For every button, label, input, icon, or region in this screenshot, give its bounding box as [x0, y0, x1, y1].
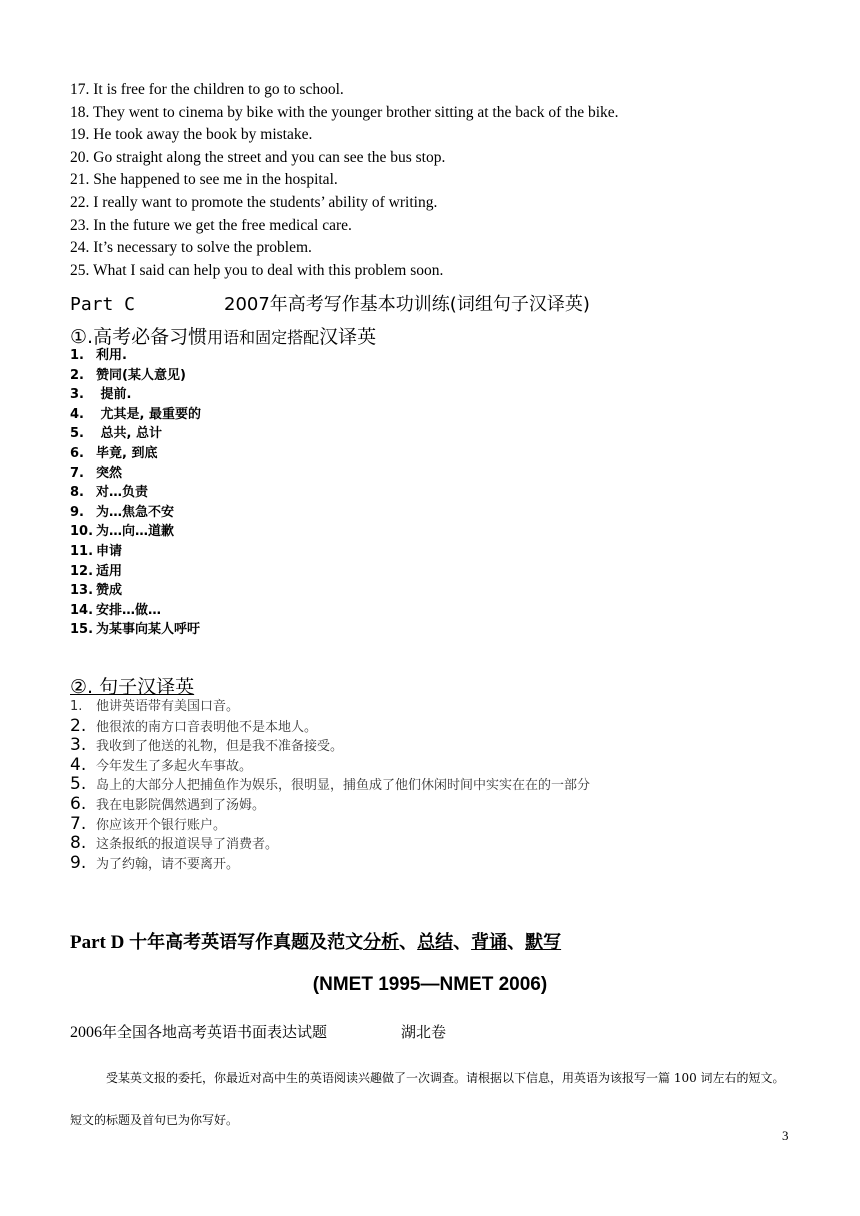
item-number: 5. — [70, 426, 84, 442]
item-text: 突然 — [96, 465, 123, 481]
item-number: 6. — [70, 793, 87, 814]
list-item — [70, 775, 590, 795]
list-item — [70, 562, 201, 582]
item-text: 他很浓的南方口音表明他不是本地人。 — [96, 719, 318, 735]
section1-heading-small: 用语和固定搭配 — [207, 328, 320, 347]
item-number: 8. — [70, 485, 84, 501]
item-text: 他讲英语带有美国口音。 — [96, 699, 240, 714]
item-number: 12. — [70, 563, 94, 579]
exam-region: 湖北卷 — [401, 1023, 447, 1041]
section2-heading: ②. 句子汉译英 — [70, 676, 195, 698]
part-c-title: 2007年高考写作基本功训练(词组句子汉译英) — [224, 294, 590, 315]
part-d-title-plain: 十年高考英语写作真题及范文 — [129, 932, 364, 953]
list-item — [70, 581, 201, 601]
list-item — [70, 542, 201, 562]
item-text: 为某事向某人呼吁 — [96, 622, 201, 638]
section1-heading-main: ①.高考必备习惯 — [70, 326, 208, 348]
item-number: 10. — [70, 524, 94, 540]
item-number: 13. — [70, 583, 94, 599]
list-item — [70, 522, 201, 542]
item-number: 5. — [70, 774, 87, 795]
nmet-range-heading: (NMET 1995—NMET 2006) — [312, 974, 548, 995]
list-item — [70, 736, 590, 756]
item-number: 7. — [70, 813, 87, 834]
part-d-separator: 、 — [507, 932, 526, 953]
list-item — [70, 483, 201, 503]
item-text: 这条报纸的报道误导了消费者。 — [96, 837, 279, 853]
item-number: 8. — [70, 833, 87, 854]
item-text: 总共, 总计 — [96, 426, 162, 442]
item-number: 2. — [70, 715, 87, 736]
sentence-item: 23. In the future we get the free medical care. — [70, 216, 352, 234]
list-item — [70, 620, 201, 640]
part-d-heading — [70, 928, 561, 954]
list-item — [70, 346, 201, 366]
item-text: 毕竟, 到底 — [96, 445, 158, 461]
section1-heading — [70, 322, 376, 349]
sentence-item: 25. What I said can help you to deal with this problem soon. — [70, 261, 444, 279]
part-c-label: Part C — [70, 294, 136, 315]
list-item — [70, 464, 201, 484]
exam-year: 2006 — [70, 1024, 102, 1041]
item-text: 我在电影院偶然遇到了汤姆。 — [96, 797, 266, 813]
part-d-word-analysis: 分析 — [363, 932, 400, 953]
exam-heading — [70, 1021, 446, 1042]
part-d-word-recite: 背诵 — [471, 932, 508, 953]
sentence-item: 20. Go straight along the street and you can see the bus stop. — [70, 148, 446, 166]
item-text: 赞成 — [96, 583, 123, 599]
task-paragraph: 受某英文报的委托，你最近对高中生的英语阅读兴趣做了一次调查。请根据以下信息，用英语为该报写一篇 100 词左右的短文。短文的标题及首句已为你写好。 — [70, 1071, 785, 1127]
list-item — [70, 385, 201, 405]
sentence-item: 19. He took away the book by mistake. — [70, 126, 313, 144]
item-number: 14. — [70, 602, 94, 618]
sentence-item: 22. I really want to promote the students’ ability of writing. — [70, 193, 438, 211]
list-item — [70, 405, 201, 425]
item-text: 申请 — [96, 543, 123, 559]
item-number: 7. — [70, 465, 84, 481]
part-d-title — [129, 932, 561, 953]
item-number: 2. — [70, 367, 84, 383]
sentence-item: 24. It’s necessary to solve the problem. — [70, 239, 312, 257]
part-d-separator: 、 — [399, 932, 418, 953]
list-item — [70, 503, 201, 523]
list-item — [70, 444, 201, 464]
item-text: 尤其是, 最重要的 — [96, 406, 201, 422]
item-text: 你应该开个银行账户。 — [96, 817, 227, 833]
page-number: 3 — [782, 1128, 789, 1143]
list-item — [70, 717, 590, 737]
item-number: 15. — [70, 622, 94, 638]
part-c-heading — [70, 290, 590, 316]
item-number: 3. — [70, 735, 87, 756]
sentence-item: 17. It is free for the children to go to school. — [70, 81, 344, 98]
sentence-translation-list — [70, 697, 590, 873]
exam-title: 年全国各地高考英语书面表达试题 — [102, 1023, 328, 1041]
part-d-word-dictation: 默写 — [525, 932, 562, 953]
list-item — [70, 424, 201, 444]
item-text: 今年发生了多起火车事故。 — [96, 758, 253, 774]
item-text: 我收到了他送的礼物，但是我不准备接受。 — [96, 739, 344, 755]
section1-heading-end: 汉译英 — [319, 326, 377, 348]
item-number: 11. — [70, 543, 94, 559]
item-text: 对…负责 — [96, 485, 149, 501]
sentence-list — [70, 79, 619, 282]
part-d-prefix: Part D — [70, 932, 125, 953]
list-item — [70, 366, 201, 386]
list-item — [70, 756, 590, 776]
item-text: 为了约翰，请不要离开。 — [96, 856, 240, 872]
list-item — [70, 834, 590, 854]
item-number: 3. — [70, 387, 84, 403]
list-item — [70, 697, 590, 717]
part-d-separator: 、 — [453, 932, 472, 953]
list-item — [70, 795, 590, 815]
item-number: 1. — [70, 348, 84, 363]
item-text: 为…向…道歉 — [96, 524, 175, 540]
item-number: 6. — [70, 445, 84, 461]
item-number: 4. — [70, 754, 87, 775]
item-text: 利用. — [96, 348, 127, 363]
item-number: 9. — [70, 504, 84, 520]
item-text: 赞同(某人意见) — [96, 367, 186, 383]
item-text: 适用 — [96, 563, 123, 579]
part-d-word-summary: 总结 — [417, 932, 454, 953]
phrase-list — [70, 346, 201, 640]
list-item — [70, 601, 201, 621]
item-text: 提前. — [96, 387, 132, 403]
item-number: 4. — [70, 406, 84, 422]
item-text: 为…焦急不安 — [96, 504, 175, 520]
sentence-item: 21. She happened to see me in the hospital. — [70, 171, 338, 189]
list-item — [70, 854, 590, 874]
sentence-item: 18. They went to cinema by bike with the younger brother sitting at the back of the bike. — [70, 103, 619, 121]
item-number: 9. — [70, 852, 87, 873]
item-number: 1. — [70, 699, 83, 714]
list-item — [70, 815, 590, 835]
item-text: 安排…做… — [96, 602, 162, 618]
item-text: 岛上的大部分人把捕鱼作为娱乐，很明显，捕鱼成了他们休闲时间中实实在在的一部分 — [96, 778, 591, 794]
